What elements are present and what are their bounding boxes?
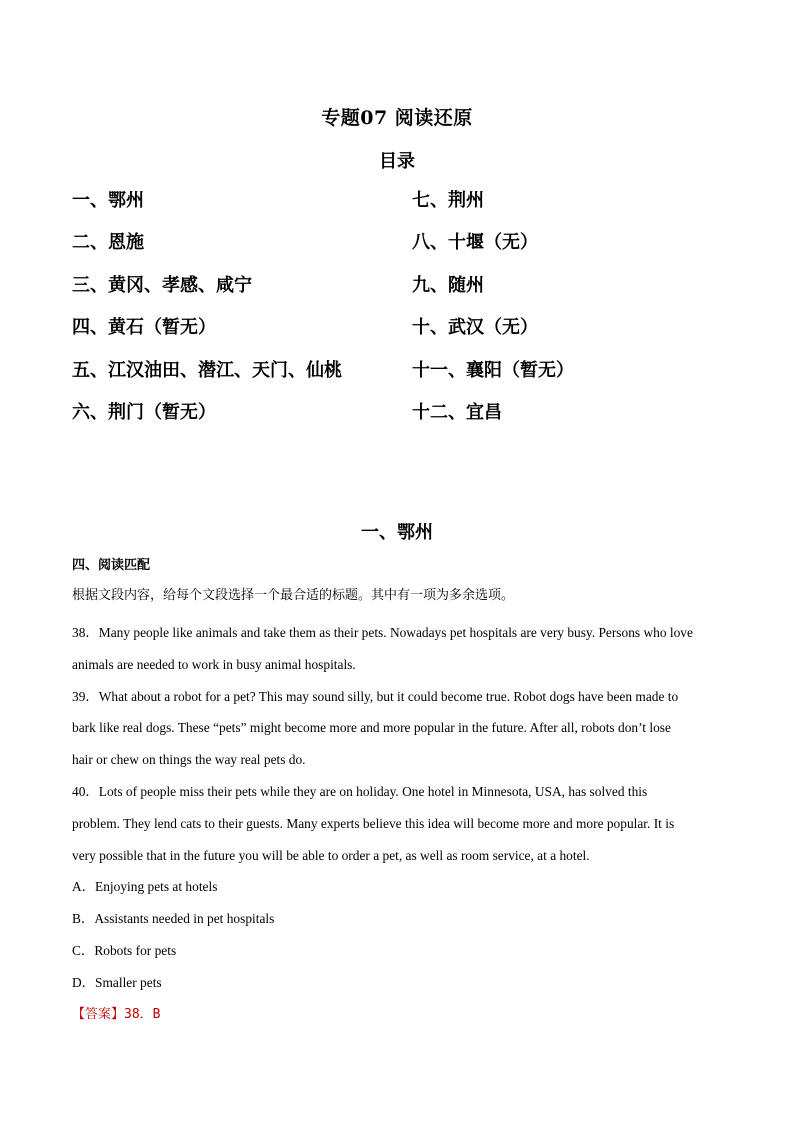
answer-line [72,999,727,1031]
toc-item-yichang[interactable]: 十二、宜昌 [412,401,502,423]
paragraph-38 [72,617,727,681]
paragraph-line: 40．Lots of people miss their pets while they are on holiday. One hotel in Minnesota, USA, has solved this [72,783,648,799]
toc-item-suizhou[interactable]: 九、随州 [412,274,484,296]
toc-item-jianghan[interactable]: 五、江汉油田、潜江、天门、仙桃 [72,359,342,381]
paragraph-line: 39．What about a robot for a pet? This may sound silly, but it could become true. Robot dogs have been made to [72,688,679,704]
paragraph-line: animals are needed to work in busy animal hospitals. [72,656,356,672]
paragraph-line: bark like real dogs. These “pets” might become more and more popular in the future. After all, robots don’t lose [72,720,671,736]
option-a: A．Enjoying pets at hotels [72,879,218,895]
section-title: 一、鄂州 [361,522,433,543]
option-b: B．Assistants needed in pet hospitals [72,911,275,927]
toc-item-shiyan[interactable]: 八、十堰（无） [412,232,538,254]
toc-item-ezhou[interactable]: 一、鄂州 [72,190,144,211]
toc-row [72,315,722,357]
instruction-text: 根据文段内容，给每个文段选择一个最合适的标题。其中有一项为多余选项。 [72,588,515,603]
toc-item-jingzhou[interactable]: 七、荆州 [412,190,484,211]
toc-item-jingmen[interactable]: 六、荆门（暂无） [72,401,216,423]
section-content [72,556,727,1030]
toc-item-huanggang[interactable]: 三、黄冈、孝感、咸宁 [72,274,252,296]
toc-row [72,358,722,400]
paragraph-39 [72,681,727,776]
answer-value: 38．B [124,1006,161,1022]
paragraph-line: 38．Many people like animals and take them as their pets. Nowadays pet hospitals are very busy. Persons who love [72,625,693,640]
toc-item-enshi[interactable]: 二、恩施 [72,232,144,254]
toc-row [72,188,722,230]
paragraph-line: very possible that in the future you will be able to order a pet, as well as room service, at a hotel. [72,847,590,863]
table-of-contents [72,188,722,442]
toc-row [72,400,722,442]
toc-item-huangshi[interactable]: 四、黄石（暂无） [72,317,216,339]
sub-heading: 四、阅读匹配 [72,558,151,573]
paragraph-line: hair or chew on things the way real pets do. [72,752,306,768]
answer-tag: 【答案】 [72,1006,125,1022]
options-list [72,871,727,998]
toc-heading: 目录 [379,151,415,172]
option-d: D．Smaller pets [72,974,162,990]
toc-row [72,230,722,272]
toc-item-xiangyang[interactable]: 十一、襄阳（暂无） [412,359,574,381]
paragraph-40 [72,776,727,871]
toc-row [72,273,722,315]
toc-item-wuhan[interactable]: 十、武汉（无） [412,317,538,339]
option-c: C．Robots for pets [72,942,177,958]
document-title: 专题07 阅读还原 [321,107,473,129]
paragraph-line: problem. They lend cats to their guests. Many experts believe this idea will become more and more popular. It is [72,815,675,831]
